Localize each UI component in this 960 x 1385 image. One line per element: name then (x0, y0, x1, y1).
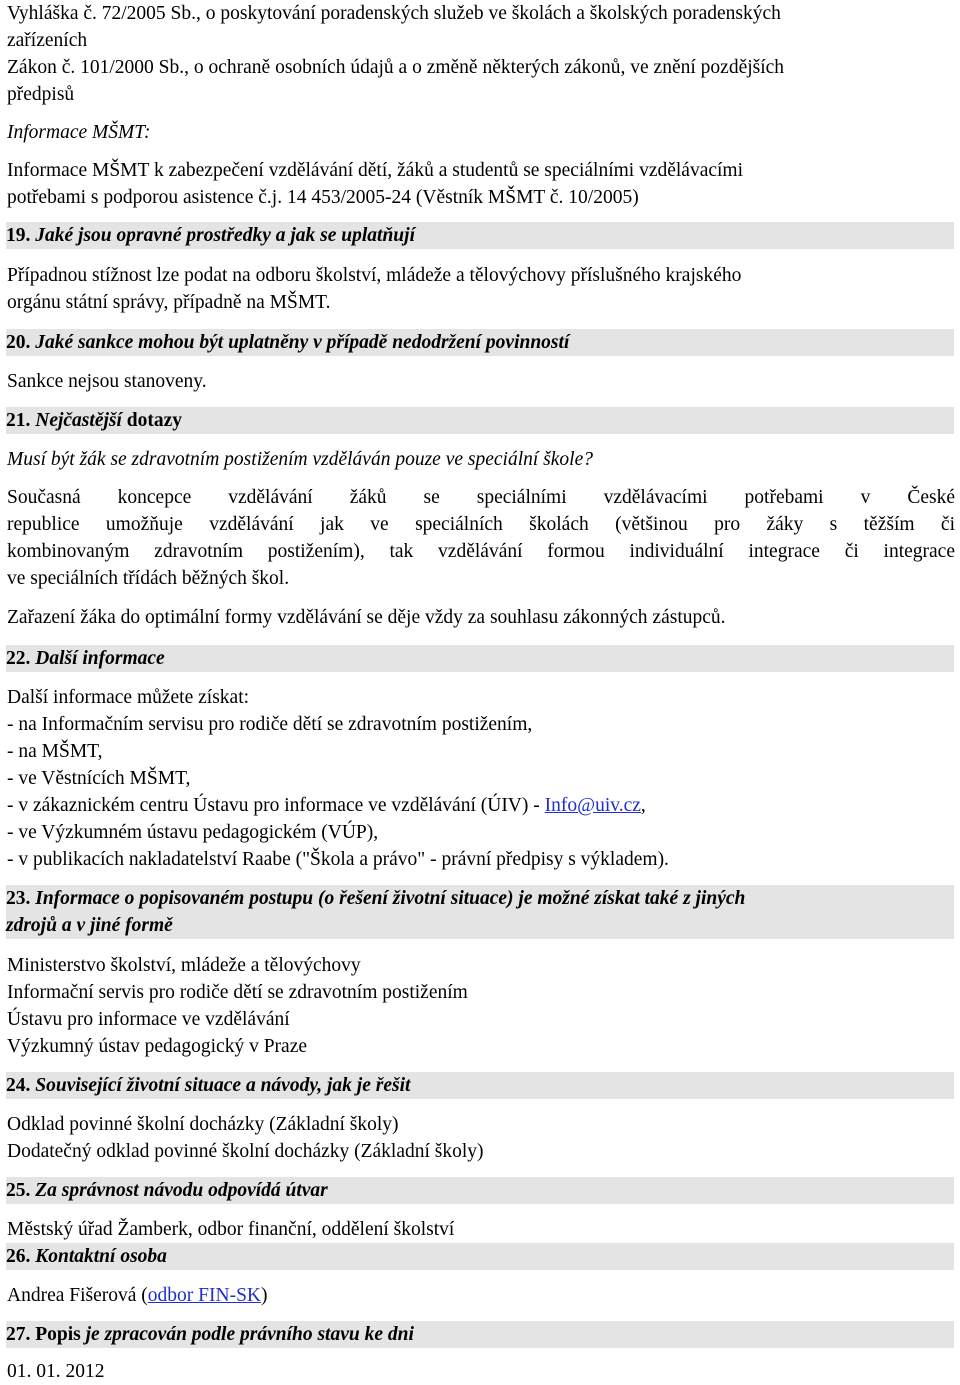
section-27-heading (6, 1321, 954, 1348)
section-title-bold: Popis (35, 1324, 86, 1345)
source-item: Informační servis pro rodiče dětí se zdravotním postižením (7, 982, 468, 1003)
law-reference-1: Vyhláška č. 72/2005 Sb., o poskytování poradenských služeb ve školách a školských poradenských (7, 3, 781, 24)
contact-close: ) (261, 1285, 268, 1306)
section-number: 19. (6, 225, 31, 246)
responsible-unit: Městský úřad Žamberk, odbor finanční, oddělení školství (7, 1219, 455, 1240)
section-title: Za správnost návodu odpovídá útvar (35, 1180, 328, 1201)
law-reference-1-cont: zařízeních (7, 30, 88, 51)
section-20-text: Sankce nejsou stanoveny. (7, 371, 207, 392)
faq-answer-line4: ve speciálních třídách běžných škol. (7, 568, 290, 589)
source-item: Ústavu pro informace ve vzdělávání (7, 1009, 290, 1030)
related-situation: Odklad povinné školní docházky (Základní školy) (7, 1114, 399, 1135)
msmt-info-label: Informace MŠMT: (7, 122, 151, 143)
info-item-text: - v zákaznickém centru Ústavu pro informace ve vzdělávání (ÚIV) - (7, 795, 545, 816)
faq-answer-line3: kombinovaným zdravotním postižením), tak vzdělávání formou individuální integrace či integrace (7, 541, 955, 562)
info-item: - v publikacích nakladatelství Raabe ("Škola a právo" - právní předpisy s výkladem). (7, 849, 669, 870)
contact-name: Andrea Fišerová ( (7, 1285, 148, 1306)
section-number: 20. (6, 332, 31, 353)
legal-state-date: 01. 01. 2012 (7, 1361, 105, 1382)
info-item-punct: , (640, 795, 646, 816)
faq-question: Musí být žák se zdravotním postižením vzděláván pouze ve speciální škole? (7, 449, 593, 470)
info-item: - na Informačním servisu pro rodiče dětí se zdravotním postižením, (7, 714, 533, 735)
law-reference-2: Zákon č. 101/2000 Sb., o ochraně osobních údajů a o změně některých zákonů, ve znění pozdějších (7, 57, 785, 78)
info-item (7, 792, 955, 819)
related-situation: Dodatečný odklad povinné školní docházky (Základní školy) (7, 1141, 484, 1162)
section-19-heading (6, 222, 954, 249)
info-item: - ve Výzkumném ústavu pedagogickém (VÚP), (7, 822, 379, 843)
faq-answer-line2: republice umožňuje vzdělávání jak ve speciálních školách (většinou pro žáky s těžším či (7, 514, 955, 535)
section-19-text1: Případnou stížnost lze podat na odboru školství, mládeže a tělovýchovy příslušného krajského (7, 265, 742, 286)
section-title-italic: Nejčastější (35, 410, 122, 431)
section-title: Jaké jsou opravné prostředky a jak se uplatňují (35, 225, 415, 246)
section-number: 23. (6, 888, 31, 909)
section-26-heading (6, 1243, 954, 1270)
section-title-italic: je zpracován podle právního stavu ke dni (85, 1324, 414, 1345)
section-title-rest: dotazy (121, 410, 183, 431)
info-item: - ve Věstnících MŠMT, (7, 768, 191, 789)
source-item: Ministerstvo školství, mládeže a tělovýchovy (7, 955, 361, 976)
section-number: 24. (6, 1075, 31, 1096)
section-title-line2: zdrojů a v jiné formě (6, 915, 173, 936)
section-title-line1: Informace o popisovaném postupu (o řešení životní situace) je možné získat také z jiných (35, 888, 746, 909)
section-24-heading (6, 1072, 954, 1099)
section-title: Jaké sankce mohou být uplatněny v případě nedodržení povinností (35, 332, 570, 353)
section-23-heading (6, 885, 954, 939)
section-number: 26. (6, 1246, 31, 1267)
department-link[interactable]: odbor FIN-SK (147, 1285, 262, 1306)
source-item: Výzkumný ústav pedagogický v Praze (7, 1036, 308, 1057)
contact-person (7, 1282, 955, 1309)
section-20-heading (6, 329, 954, 356)
section-22-heading (6, 645, 954, 672)
law-reference-2-cont: předpisů (7, 84, 75, 105)
section-title: Další informace (35, 648, 165, 669)
section-title: Související životní situace a návody, jak je řešit (35, 1075, 411, 1096)
info-item: - na MŠMT, (7, 741, 103, 762)
msmt-info-line2: potřebami s podporou asistence č.j. 14 453/2005-24 (Věstník MŠMT č. 10/2005) (7, 187, 639, 208)
section-number: 25. (6, 1180, 31, 1201)
email-link[interactable]: Info@uiv.cz (544, 795, 641, 816)
section-number: 21. (6, 410, 31, 431)
section-title: Kontaktní osoba (35, 1246, 167, 1267)
msmt-info-line1: Informace MŠMT k zabezpečení vzdělávání dětí, žáků a studentů se speciálními vzdělávacími (7, 160, 744, 181)
section-19-text2: orgánu státní správy, případně na MŠMT. (7, 292, 331, 313)
info-intro: Další informace můžete získat: (7, 687, 250, 708)
faq-answer-line1: Současná koncepce vzdělávání žáků se speciálními vzdělávacími potřebami v České (7, 487, 955, 508)
section-25-heading (6, 1177, 954, 1204)
section-21-heading (6, 407, 954, 434)
section-number: 27. (6, 1324, 31, 1345)
faq-answer-line5: Zařazení žáka do optimální formy vzdělávání se děje vždy za souhlasu zákonných zástupců. (7, 607, 726, 628)
section-number: 22. (6, 648, 31, 669)
